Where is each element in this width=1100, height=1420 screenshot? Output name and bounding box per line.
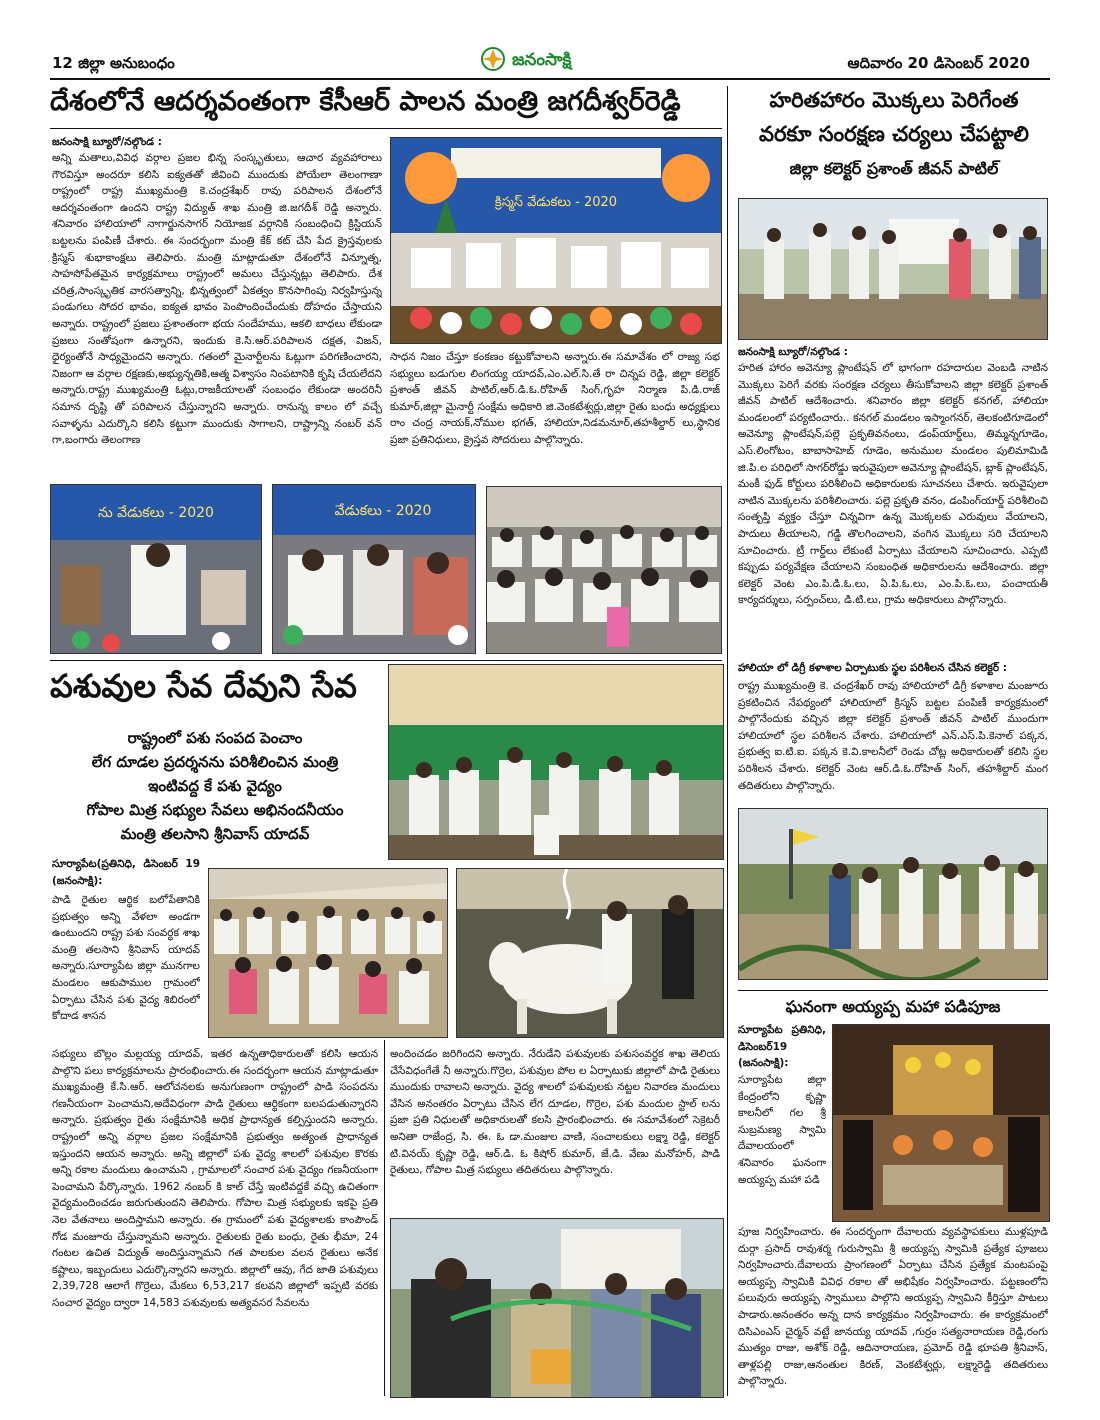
haritha-subsection-title: హాలియా లో డిగ్రీ కళాశాల ఏర్పాటుకు స్థల పరిశీలన చేసిన కలెక్టర్ : [738, 662, 1007, 674]
banner-small-text-1: ను వేడుకలు - 2020 [98, 505, 214, 521]
main-headline: దేశంలోనే ఆదర్శవంతంగా కేసీఆర్ పాలన మంత్రి జగదీశ్వర్‌రెడ్డి [50, 86, 681, 117]
pashu-sub5: మంత్రి తలసాని శ్రీనివాస్ యాదవ్ [120, 825, 310, 843]
photo-calf-exhibition [456, 868, 724, 1038]
pashu-top-rule [50, 660, 722, 661]
pashu-body-col2: అందించడం జరిగిందని అన్నారు. నేరుడేని పశువులకు పశుసంవర్ధక శాఖ తెలియ చేసేవిధంగేతే నీ అన్నారు.గొర్రెల, పశువుల పోల ల ఏర్పాటుకు జిల్లాలో పాడి రైతులు ముందుకు రావాలని అన్నారు. వైద్య శాలలో పశువులకు నట్టల నివారణ మందులు వేసిన అనంతరం ఏర్పాటు చేసిన లేగ దూడల, గొర్రెల, పశు మందుల స్టాల్ లను ప్రజా ప్రతి నిధులతో అధికారులతో కలసి ప్రారంభించారు. ఈ సమావేశంలో సెక్రెటరీ అనితా రాజేంద్ర, సి. ఈ. ఓ డా.మంజుల వాణి, సంచాలకులు లక్ష్మా రెడ్డి, కలెక్టర్ టి.వినయ్ కృష్ణా రెడ్డి, ఆర్.డి. ఓ కిషోర్ కుమార్, జే.డి. వేణు మనోహర్, పాడి రైతులు, గోపాల మిత్ర సభ్యులు తదితరులు పాల్గొన్నారు. [390, 1048, 720, 1177]
pashu-body-narrow: పాడి రైతుల ఆర్థిక బలోపేతానికి ప్రభుత్వం అన్ని వేళలా అండగా ఉంటుందని రాష్ట్ర పశు సంవర్ధక శాఖ మంత్రి తలసాని శ్రీనివాస్ యాదవ్ అన్నారు.సూర్యాపేట జిల్లా మునగాల మండలం ఆకుపాముల గ్రామంలో ఏర్పాటు చేసిన పశు వైద్య శిబిరంలో కోదాడ శాసన [52, 894, 200, 1023]
photo-stage-guests [272, 484, 476, 654]
header-rule [50, 78, 1050, 80]
photo-pashu-stage [388, 664, 724, 860]
main-headline-rule [50, 128, 722, 129]
photo-minister-speech [50, 484, 262, 654]
photo-audience [486, 486, 722, 654]
page-label: 12 జిల్లా అనుబంధం [52, 54, 175, 72]
pashu-dateline: సూర్యాపేట(ప్రతినిధి, డిసెంబర్ 19 (జనంసాక్షి): [52, 858, 200, 887]
photo-christmas-stage [390, 137, 722, 344]
pashu-headline: పశువుల సేవ దేవుని సేవ [50, 667, 357, 705]
main-dateline: జనంసాక్షి బ్యూరో/నల్గొండ : [52, 136, 162, 148]
banner-small-text-2: వేడుకలు - 2020 [334, 503, 432, 519]
pashu-sub1: రాష్ట్రంలో పశు సంపద పెంచాం [127, 729, 303, 747]
main-banner-text: క్రిస్మస్ వేడుకలు - 2020 [494, 195, 618, 210]
pashu-col-divider [384, 1040, 385, 1396]
haritha-dateline: జనంసాక్షి బ్యూరో/నల్గొండ : [738, 346, 848, 358]
pashu-sub2: లేగ దూడల ప్రదర్శనను పరిశీలించిన మంత్రి [91, 753, 339, 771]
main-body-right: సాధన నిజం చేస్తూ కంకణం కట్టుకోవాలని అన్నారు.ఈ సమావేశం లో రాజ్య సభ సభ్యులు బడుగుల లింగయ్య యాదవ్,ఎం.ఎల్.సి.తే రా చిన్నప రెడ్డి, జిల్లా కలెక్టర్ ప్రశాంత్ జీవన్ పాటిల్,ఆర్.డి.ఓ.రోహిత్ సింగ్,గృహ నిర్మాణ పి.డి.రాజ్ కుమార్,జిల్లా మైనార్టీ సంక్షేమ అధికారి జి.వెంకటేశ్వర్లు,జిల్లా రైతు బంధు అధ్యక్షులు రాం చంద్ర నాయక్,నోముల భగత్, హాలియా,నిడమనూర్,తహశీల్దార్ లు,స్థానిక ప్రజా ప్రతినిధులు, క్రైస్తవ సోదరులు పాల్గొన్నారు. [390, 351, 720, 446]
ayyappa-top-rule [738, 990, 1048, 991]
ayyappa-body-narrow: సూర్యాపేట జిల్లా కేంద్రంలోని కృష్ణా కాలనీలో గల శ్రీ సుబ్రమణ్య స్వామి దేవాలయంలో శనివారం ఘనంగా అయ్యప్ప మహా పడి [738, 1074, 826, 1186]
masthead-logo [478, 44, 628, 76]
photo-ayyappa-pooja [832, 1024, 1050, 1222]
masthead-emblem-icon [478, 44, 508, 74]
issue-date: ఆదివారం 20 డిసెంబర్ 2020 [847, 54, 1030, 72]
main-body-left: అన్ని మతాలు,వివిధ వర్గాల ప్రజల భిన్న సంస్కృతులు, ఆచార వ్యవహారాలు గౌరవిస్తూ అందరూ కలిసి ఐక్యతతో జీవించి ముందుకు పోయేలా తెలంగాణా రాష్ట్రంలో రాష్ట్ర ముఖ్యమంత్రి కె.చంద్రశేఖర్ రావు పరిపాలన దేశంలోనే ఆదర్శవంతంగా ఉందని రాష్ట్ర విద్యుత్ శాఖ మంత్రి జి.జగదీశ్ రెడ్డి అన్నారు. శనివారం హాలియాలో నాగార్జునసాగర్ నియోజక వర్గానికి సంబంధించి క్రిస్టియన్ బట్టలను పంపిణీ చేశారు. ఈ సందర్భంగా మంత్రి కేక్ కట్ చేసి పేద క్రైస్తవులకు క్రిస్మస్ శుభాకాంక్షలు తెలిపారు. మంత్రి మాట్లాడుతూ దేశంలోనే విన్నూత్న, సాహసోపేతమైన కార్యక్రమాలు రాష్ట్రంలో అమలు చేస్తున్నట్లు తెలిపారు. దేశ చరిత్ర,సాంస్కృతిక వారసత్వాన్ని, భిన్నత్వంలో ఏకత్వం కొనసాగింపు నిర్వహిస్తున్న పండుగలు సోదర భావం, ఐక్యత భావం పెంపొందించేందుకు దోహదం చేస్తాయని అన్నారు. రాష్ట్రంలో ప్రజలు ప్రశాంతంగా భయ సందేహము, ఆకలి బాధలు లేకుండా ప్రజలు సంతోషంగా ఉన్నారని, ఇందుకు కె.సి.ఆర్.పరిపాలన దక్షత, విజన్, ధైర్యంతోనే సాధ్యమైందని అన్నారు. గతంలో మైనార్టీలను ఓట్లుగా పరిగణించారని, నిజంగా ఆ వర్గాల రక్షణకు,అభ్యున్నతికి,ఆత్మ విశ్వాసం నింపటానికి కృషి చేయలేదని అన్నారు.రాష్ట్ర ముఖ్యమంత్రి ఓట్లు,రాజకీయాలతో సంబంధం లేకుండా అందరినీ సమాన దృష్టి తో పరిపాలన చేస్తున్నారని అన్నారు. రానున్న కాలం లో వచ్చే సవాళ్ళను ఎదుర్కొని కలిసి కట్టుగా ముందుకు సాగాలని, రాష్ట్రాన్ని నంబర్ వన్ గా,బంగారు తెలంగాణ [52, 152, 382, 447]
haritha-headline-line1: హరితహారం మొక్కలు పెరిగేంత [769, 88, 1019, 112]
pashu-body-col1: సభ్యులు బొల్లం మల్లయ్య యాదవ్, ఇతర ఉన్నతాధికారులతో కలిసి ఆయన పాల్గొని పలు కార్యక్రమాలను ప్రారంభించారు.ఈ సందర్భంగా ఆయన మాట్లాడుతూ ముఖ్యమంత్రి కే.సి.ఆర్. ఆలోచనలకు అనుగుణంగా రాష్ట్రంలో పాడి సంపదను గణనీయంగా పెంచామని,అదేవిధంగా పాడి రైతులు ఆర్థికంగా బలపడుతున్నారని అన్నారు. ప్రభుత్వం రైతు సంక్షేమానికి అధిక ప్రాధాన్యత కల్పిస్తుందని అన్నారు. రాష్ట్రంలో అన్ని వర్గాల ప్రజల సంక్షేమానికి ప్రభుత్వం అత్యంత ప్రాధాన్యత ఇస్తుందని ఆయన అన్నారు. అన్ని జిల్లాలో పశు వైద్య శాలలో పశువుల కొరకు అన్ని రకాల మందులు ఉంచామని , గ్రామాలలో సంచార పశు వైద్యం గణనీయంగా పెంచామని పేర్కొన్నారు. 1962 నంబర్ కి కాల్ చేస్తే ఇంటివద్దకే వచ్చి ఉచితంగా వైద్యమందించడం జరుగుతుందని తెలిపారు. గోపాల మిత్ర సభ్యులకు ఇకపై ప్రతి నెల వేతనాలు అందిస్తామని అన్నారు. ఈ గ్రామంలో పశు వైద్యశాలకు కాంపౌండ్ గోడ మంజూరు చేస్తున్నామని అన్నారు. రైతులకు రైతు బంధు, రైతు భీమా, 24 గంటల ఉచిత విద్యుత్ అందిస్తున్నామని గత పాలకుల వలన రైతులు అనేక కష్టాలు, ఇబ్బందులు ఎదుర్కొన్నారని అన్నారు. జిల్లాలో ఆవు, గేద జాతి పశువులు 2,39,728 ఆలాగే గొర్రెలు, మేకలు 6,53,217 కలవని జిల్లాలో ఇప్పటి వరకు సంచార వైద్యం ద్వారా 14,583 పశువులకు అత్యవసర సేవలను [52, 1048, 378, 1309]
haritha-subhead: జిల్లా కలెక్టర్ ప్రశాంత్ జీవన్ పాటిల్ [789, 159, 999, 178]
ayyappa-dateline: సూర్యాపేట ప్రతినిధి, డిసెంబర్19 (జనంసాక్షి): [738, 1024, 826, 1070]
photo-collector-plantation [738, 198, 1048, 340]
haritha-body: హరిత హారం అవెన్యూ ప్లాంటేషన్ లో భాగంగా రహదారుల వెంబడి నాటిన మొక్కలు పెరిగే వరకు సంరక్షణ చర్యలు తీసుకోవాలని జిల్లా కలెక్టర్ ప్రశాంత్ జీవన్ పాటిల్ ఆదేశించారు. శనివారం జిల్లా కలెక్టర్ కనగల్, హాలియా మండలంలో పర్యటించారు.. కనగల్ మండలం ఇస్మాంగనర్, తెలకంటిగూడెంలో అవెన్యూ ప్లాంటేషన్,పల్లె ప్రకృతివనంలు, డంప్‌యార్డ్‌లు, తిమ్మన్నగూడెం, ఎస్.లింగోటం, బాబాసాహెబ్ గూడెం, అనుముల మండలం పులిమామిడి జి.పి.ల పరిధిలో సాగర్‌రోడ్డు ఇరువైపులా అవెన్యూ ప్లాంటేషన్, బ్లాక్ ప్లాంటేషన్, మంకీ ఫుడ్ కోర్టులు పరిశీలించి అధికారులకు సూచనలు చేశారు. ఇరువైపులా నాటిన మొక్కలను పరిశీలించారు. పల్లె ప్రకృతి వనం, డంపింగ్‌యార్డ్ పరిశీలించి సంతృప్తి వ్యక్తం చేస్తూ చిన్నవిగా ఉన్న మొక్కలకు ఎరువులు వేయాలని, పాదులు తీయాలని, గడ్డి తొలగించాలని, వంగిన మొక్కలు సరి చేయాలని సూచించారు. ట్రీ గార్డ్‌లు లేకుంటే ఏర్పాటు చేయాలని సూచించారు. ఎప్పటి కప్పుడు పర్యవేక్షణ చేయాలని సంబంధిత అధికారులను ఆదేశించారు. జిల్లా కలెక్టర్ వెంట ఎం.పి.డి.ఓ.లు, ఏ.పి.ఓ.లు, ఎం.పి.ఓ.లు, పంచాయతీ కార్యదర్శులు, సర్పంచ్‌లు, డి.టి.లు, గ్రామ అధికారులు పాల్గొన్నారు. [738, 362, 1048, 607]
ayyappa-body-full: పూజ నిర్వహించారు. ఈ సందర్భంగా దేవాలయ వ్యవస్థాపకులు ముళ్లపూడి దుర్గా ప్రసాద్ రావుశర్మ గురుస్వామి శ్రీ అయ్యప్ప స్వామికి ప్రత్యేక పూజలు నిర్వహించారు.దేవాలయ ప్రాంగణంలో ఏర్పాటు చేసిన ప్రత్యేక మంటపంపై అయ్యప్ప స్వామికి వివిధ రకాల తో అభిషేకం నిర్వహించారు. పట్టణంలోని పలువురు అయ్యప్ప స్వాములు పాల్గొని అయ్యప్ప స్వామిని కీర్తిస్తూ పాటలు పాడారు.అనంతరం అన్న దాన కార్యక్రమం నిర్వహించారు. ఈ కార్యక్రమంలో దిసిఎంఎస్ చైర్మన్ వట్టే జానయ్య యాదవ్ ,గుర్రం సత్యనారాయణ రెడ్డి,రంగు ముత్యం రాజు, అశోక్ రెడ్డి, ఆదినారాయణ, ప్రమోద్ రెడ్డి భూపతి శ్రీనివాస్, తాళ్లపల్లి రాజు,ఆనంతుల కిరణ్, వెంకటేశ్వర్లు, లక్ష్మారెడ్డి తదితరులు పాల్గొన్నారు. [738, 1226, 1048, 1388]
haritha-headline-line2: వరకూ సంరక్షణ చర్యలు చేపట్టాలి [759, 122, 1029, 146]
column-divider [727, 86, 728, 1396]
haritha-subsection-body: రాష్ట్ర ముఖ్యమంత్రి కె. చంద్రశేఖర్ రావు హాలియాలో డిగ్రీ కళాశాల మంజూరు ప్రకటించిన నేపథ్యంలో హాలియాలో క్రిస్మస్ బట్టల పంపిణీ కార్యక్రమంలో పాల్గొనేందుకు వచ్చిన జిల్లా కలెక్టర్ ప్రశాంత్ జీవన్ పాటిల్ ముందుగా హాలియాలో స్థల పరిశీలన చేశారు. హాలియాలో ఎన్.ఎస్.పి.కెనాల్ పక్కన, ప్రభుత్వ ఐ.టి.ఐ. పక్కన కె.వి.కాలనీలో రెండు చోట్ల అధికారులతో కలిసి స్థల పరిశీలన చేశారు. కలెక్టర్ వెంట ఆర్.డి.ఓ.రోహిత్ సింగ్, తహశీల్దార్ మంగ తదితరులు పాల్గొన్నారు. [738, 680, 1048, 792]
masthead-title: జనంసాక్షి [512, 50, 572, 70]
pashu-sub3: ఇంటివద్ద కే పశు వైద్యం [148, 777, 282, 795]
photo-pashu-crowd [208, 868, 448, 1038]
pashu-sub4: గోపాల మిత్ర సభ్యుల సేవలు అభినందనీయం [86, 801, 344, 819]
photo-college-site [738, 808, 1048, 980]
photo-ribbon-cutting [390, 1218, 724, 1398]
ayyappa-headline: ఘనంగా అయ్యప్ప మహా పడిపూజ [785, 997, 1001, 1016]
